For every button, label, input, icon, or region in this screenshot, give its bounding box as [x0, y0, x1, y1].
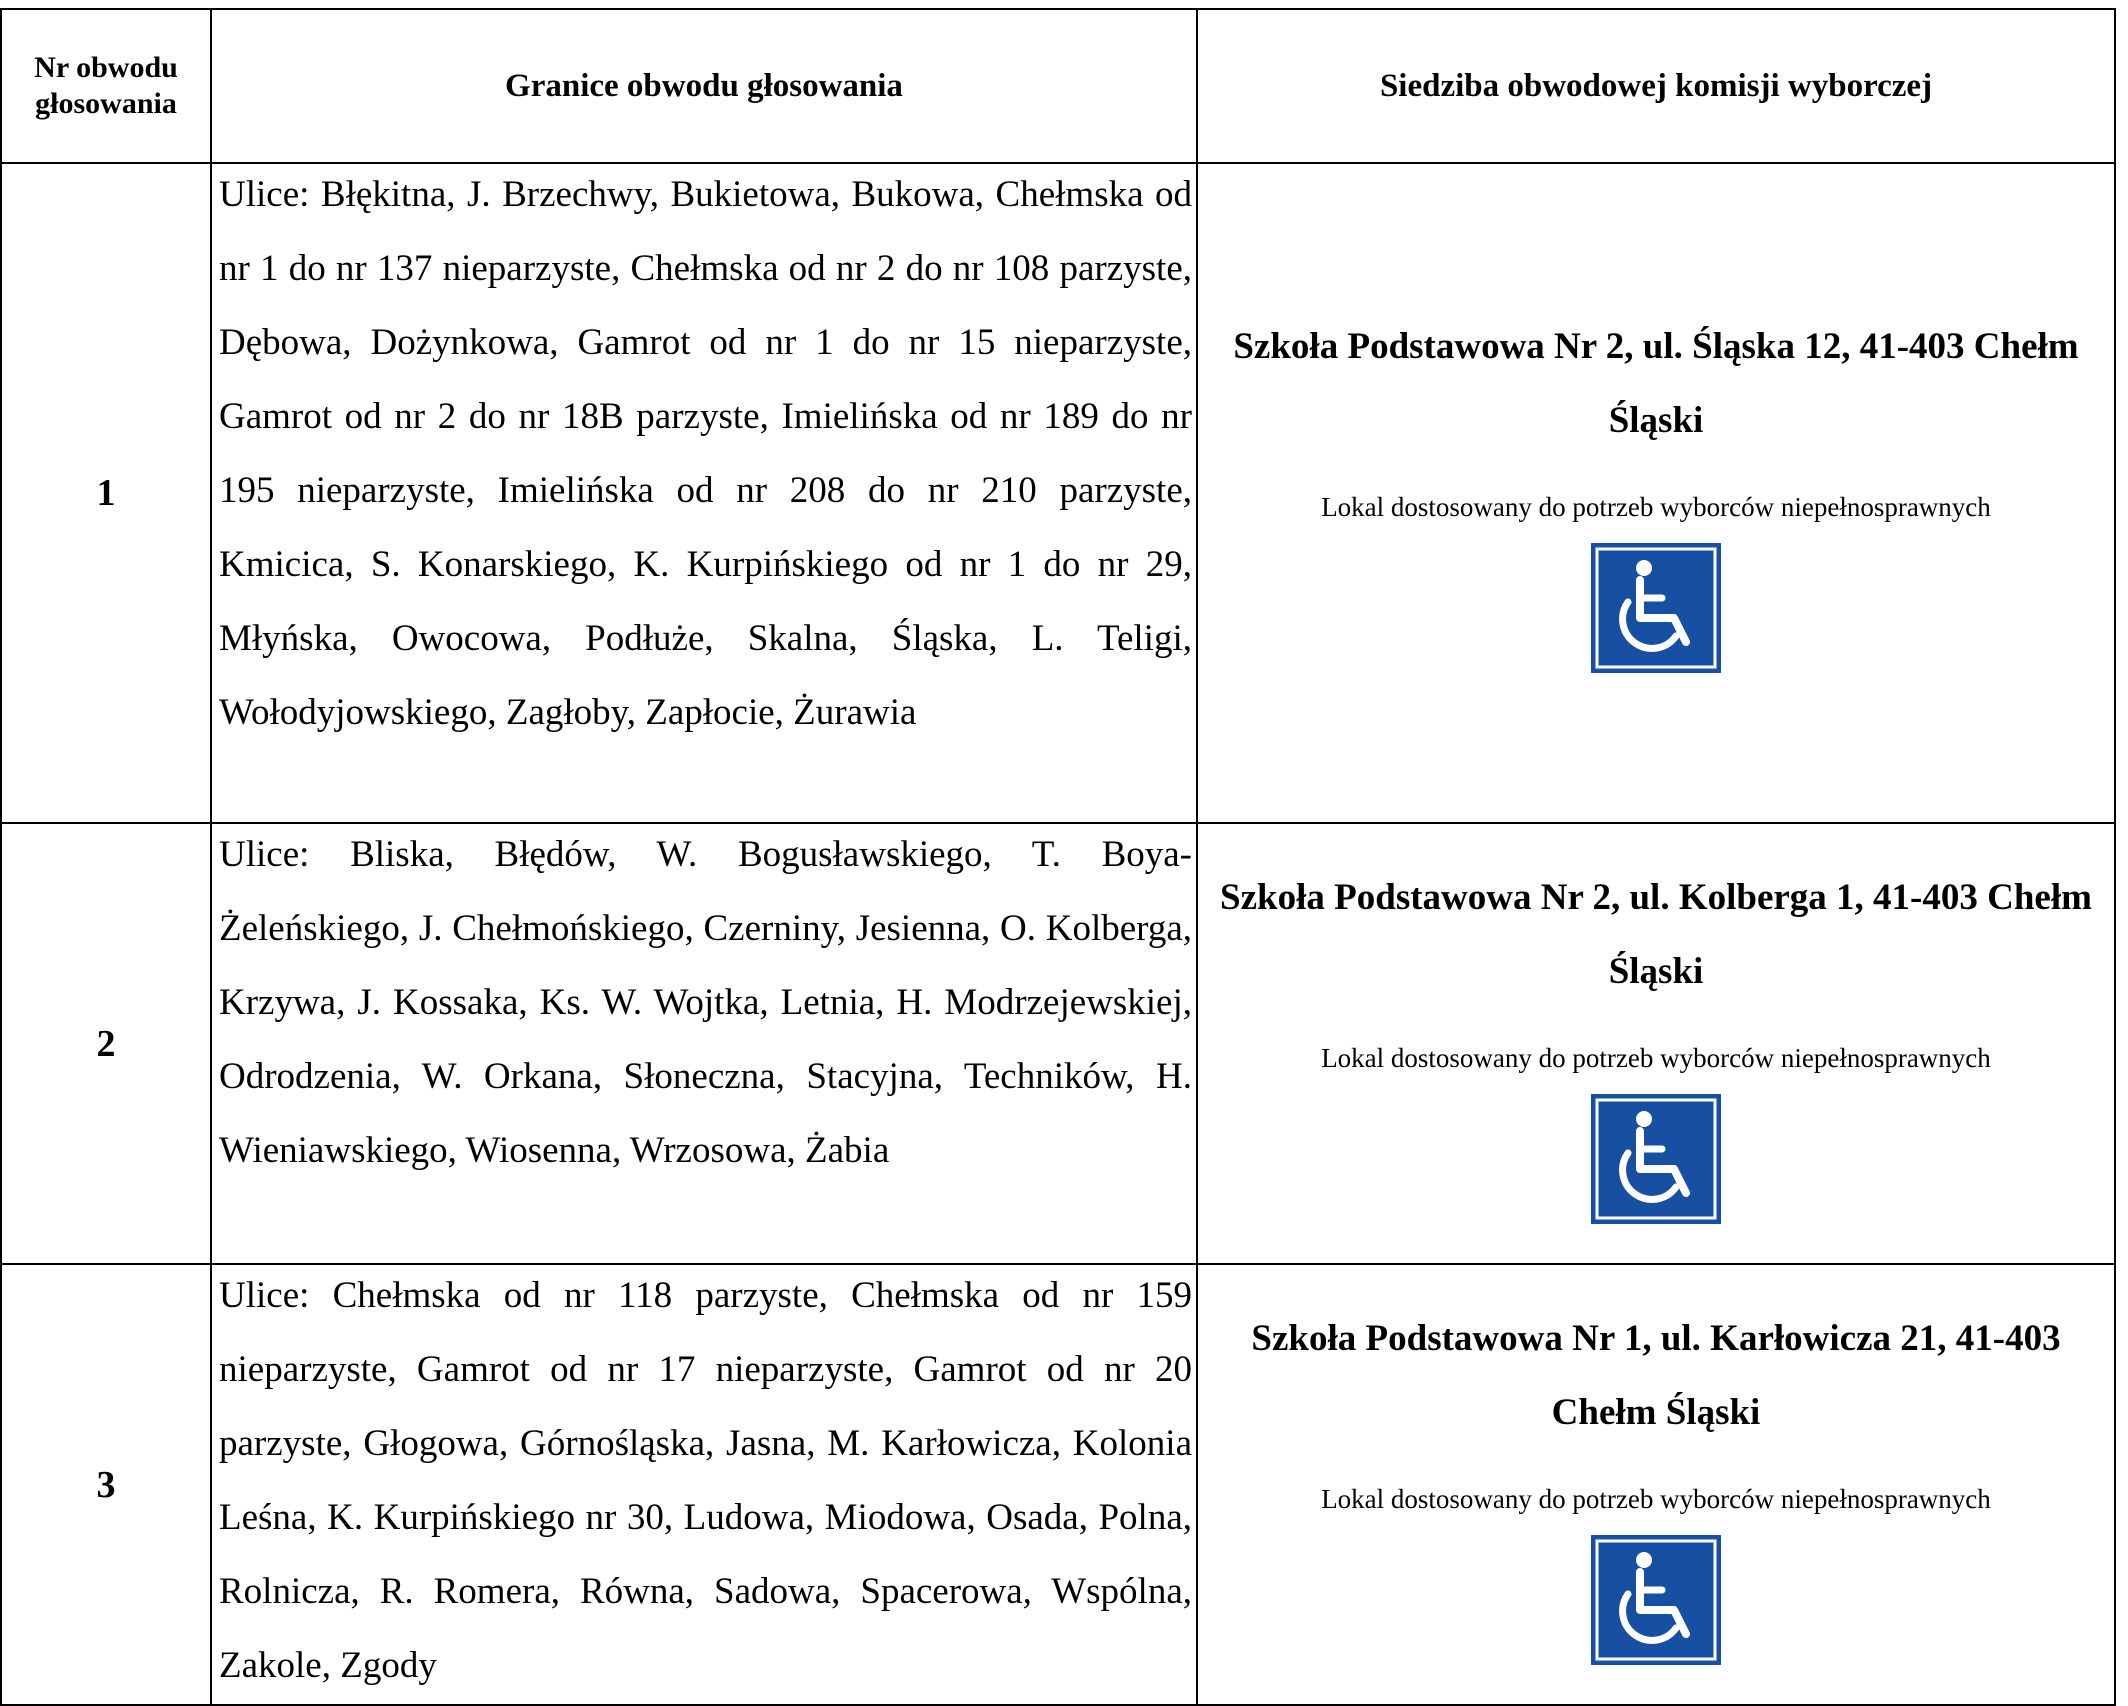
table-row: [1, 823, 2115, 1264]
commission-seat-address: Szkoła Podstawowa Nr 2, ul. Kolberga 1, 41-403 Chełm Śląski: [1220, 876, 2092, 992]
district-number: 2: [1, 823, 211, 1264]
commission-seat-address: Szkoła Podstawowa Nr 2, ul. Śląska 12, 41-403 Chełm Śląski: [1233, 326, 2079, 441]
commission-seat-address: Szkoła Podstawowa Nr 1, ul. Karłowicza 21, 41-403 Chełm Śląski: [1251, 1317, 2061, 1433]
header-commission-seat: Siedziba obwodowej komisji wyborczej: [1197, 9, 2115, 163]
district-boundaries-text: Ulice: Błękitna, J. Brzechwy, Bukietowa, Bukowa, Chełmska od nr 1 do nr 137 nieparzyste, Chełmska od nr 2 do nr 108 parzyste, Dębowa, Dożynkowa, Gamrot od nr 1 do nr 15 nieparzyste, Gamrot od nr 2 do nr 18B parzyste, Imielińska od nr 189 do nr 195 nieparzyste, Imielińska od nr 208 do nr 210 parzyste, Kmicica, S. Konarskiego, K. Kurpińskiego od nr 1 do nr 29, Młyńska, Owocowa, Podłuże, Skalna, Śląska, L. Teligi, Wołodyjowskiego, Zagłoby, Zapłocie, Żurawia: [219, 174, 1192, 733]
table-header-row: [1, 9, 2115, 163]
wheelchair-icon: [1588, 1532, 1724, 1668]
table-row: [1, 163, 2115, 823]
commission-seat-cell: [1197, 1264, 2115, 1705]
district-boundaries-text: Ulice: Bliska, Błędów, W. Bogusławskiego, T. Boya-Żeleńskiego, J. Chełmońskiego, Czerniny, Jesienna, O. Kolberga, Krzywa, J. Kossaka, Ks. W. Wojtka, Letnia, H. Modrzejewskiej, Odrodzenia, W. Orkana, Słoneczna, Stacyjna, Techników, H. Wieniawskiego, Wiosenna, Wrzosowa, Żabia: [219, 834, 1192, 1171]
district-boundaries-cell: [211, 163, 1197, 823]
commission-seat-cell: [1197, 823, 2115, 1264]
district-boundaries-cell: [211, 1264, 1197, 1705]
district-number: 3: [1, 1264, 211, 1705]
accessibility-note: Lokal dostosowany do potrzeb wyborców niepełnosprawnych: [1321, 1042, 1991, 1073]
district-number: 1: [1, 163, 211, 823]
voting-districts-table: [0, 8, 2116, 1706]
wheelchair-icon: [1588, 1091, 1724, 1227]
district-boundaries-cell: [211, 823, 1197, 1264]
district-boundaries-text: Ulice: Chełmska od nr 118 parzyste, Chełmska od nr 159 nieparzyste, Gamrot od nr 17 nieparzyste, Gamrot od nr 20 parzyste, Głogowa, Górnośląska, Jasna, M. Karłowicza, Kolonia Leśna, K. Kurpińskiego nr 30, Ludowa, Miodowa, Osada, Polna, Rolnicza, R. Romera, Równa, Sadowa, Spacerowa, Wspólna, Zakole, Zgody: [219, 1275, 1192, 1686]
wheelchair-icon: [1588, 540, 1724, 676]
header-district-boundaries: Granice obwodu głosowania: [211, 9, 1197, 163]
header-district-number: Nr obwodu głosowania: [1, 9, 211, 163]
accessibility-note: Lokal dostosowany do potrzeb wyborców niepełnosprawnych: [1321, 1483, 1991, 1514]
commission-seat-cell: [1197, 163, 2115, 823]
accessibility-note: Lokal dostosowany do potrzeb wyborców niepełnosprawnych: [1321, 492, 1991, 522]
table-row: [1, 1264, 2115, 1705]
